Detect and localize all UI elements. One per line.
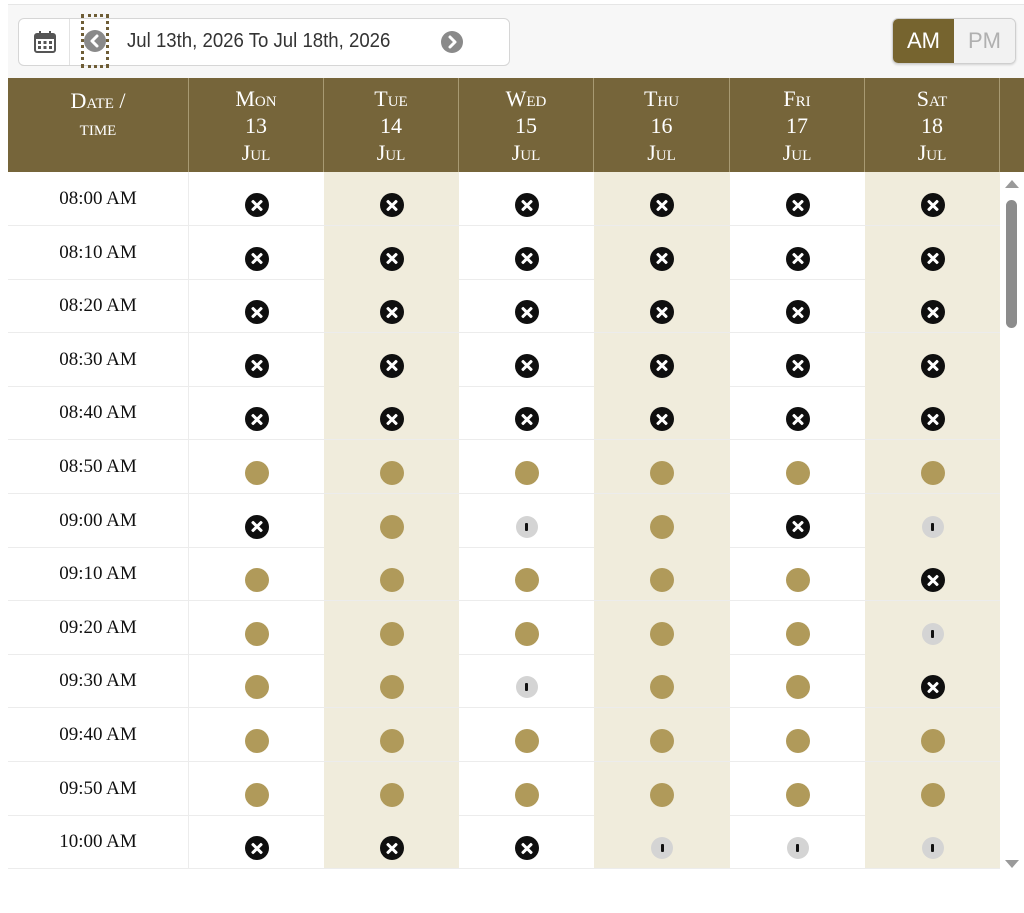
time-label: 08:00 AM [8, 172, 189, 226]
time-label: 09:20 AM [8, 601, 189, 655]
slot-cell [594, 386, 730, 440]
header-label-line1: Date / [70, 88, 126, 113]
slot-cell [594, 279, 730, 333]
slot-cell [189, 333, 324, 387]
available-slot-icon[interactable] [380, 783, 404, 807]
header-day: 15 [515, 113, 537, 138]
header-day: 16 [650, 113, 673, 138]
header-month: Jul [376, 140, 406, 165]
slot-cell [730, 333, 865, 387]
slot-cell [594, 226, 730, 280]
header-month: Jul [782, 140, 812, 165]
header-month: Jul [511, 140, 541, 165]
slot-cell[interactable] [865, 708, 1000, 762]
slot-cell[interactable] [865, 494, 1000, 548]
booked-x-circle-icon [245, 836, 269, 860]
available-slot-icon[interactable] [786, 729, 810, 753]
slot-cell [865, 547, 1000, 601]
available-slot-icon[interactable] [515, 568, 539, 592]
time-row [8, 815, 1000, 869]
available-slot-icon[interactable] [786, 622, 810, 646]
slot-cell[interactable] [459, 601, 594, 655]
time-label: 08:20 AM [8, 279, 189, 333]
booked-x-circle-icon [786, 300, 810, 324]
booked-x-circle-icon [786, 515, 810, 539]
vertical-scrollbar[interactable] [1002, 172, 1022, 876]
slot-cell[interactable] [594, 547, 730, 601]
slot-cell[interactable] [594, 440, 730, 494]
time-label: 08:40 AM [8, 386, 189, 440]
divider [69, 19, 70, 65]
slot-cell [459, 226, 594, 280]
header-day: 13 [245, 113, 267, 138]
prev-week-button[interactable] [81, 14, 109, 68]
header-day: 17 [786, 113, 808, 138]
slot-cell[interactable] [459, 547, 594, 601]
time-row [8, 386, 1000, 440]
booked-x-circle-icon [650, 407, 674, 431]
slot-cell[interactable] [324, 601, 459, 655]
slot-cell[interactable] [189, 708, 324, 762]
available-slot-icon[interactable] [380, 568, 404, 592]
available-slot-icon[interactable] [650, 461, 674, 485]
header-day-fri [730, 78, 865, 172]
time-label: 09:40 AM [8, 708, 189, 762]
slot-cell[interactable] [189, 440, 324, 494]
time-row [8, 494, 1000, 548]
slot-cell [324, 226, 459, 280]
booked-x-circle-icon [245, 300, 269, 324]
calendar-icon[interactable] [33, 30, 57, 54]
slot-cell[interactable] [730, 601, 865, 655]
slot-cell [730, 226, 865, 280]
booked-x-circle-icon [245, 193, 269, 217]
slot-cell[interactable] [459, 708, 594, 762]
booked-x-circle-icon [921, 407, 945, 431]
booked-x-circle-icon [515, 300, 539, 324]
booked-x-circle-icon [515, 836, 539, 860]
available-slot-icon[interactable] [245, 783, 269, 807]
booked-x-circle-icon [515, 247, 539, 271]
booked-x-circle-icon [921, 675, 945, 699]
available-slot-icon[interactable] [650, 515, 674, 539]
slot-cell[interactable] [324, 547, 459, 601]
available-slot-icon[interactable] [515, 622, 539, 646]
header-day: 18 [921, 113, 943, 138]
slot-cell[interactable] [865, 815, 1000, 869]
booked-x-circle-icon [650, 300, 674, 324]
time-label: 09:30 AM [8, 654, 189, 708]
slot-cell[interactable] [459, 494, 594, 548]
slot-cell[interactable] [324, 654, 459, 708]
date-range-label: Jul 13th, 2026 To Jul 18th, 2026 [127, 30, 391, 52]
slot-cell[interactable] [189, 762, 324, 816]
schedule-header [8, 78, 1024, 172]
slot-cell[interactable] [594, 708, 730, 762]
slot-cell[interactable] [730, 708, 865, 762]
slot-cell [189, 815, 324, 869]
available-slot-icon[interactable] [380, 622, 404, 646]
slot-cell [189, 172, 324, 226]
available-slot-icon[interactable] [650, 729, 674, 753]
available-slot-icon[interactable] [380, 461, 404, 485]
booked-x-circle-icon [245, 515, 269, 539]
available-slot-icon[interactable] [515, 729, 539, 753]
booked-x-circle-icon [515, 193, 539, 217]
time-label: 08:10 AM [8, 226, 189, 280]
slot-cell[interactable] [594, 654, 730, 708]
booked-x-circle-icon [786, 354, 810, 378]
time-row [8, 601, 1000, 655]
available-slot-icon[interactable] [786, 461, 810, 485]
booked-x-circle-icon [786, 193, 810, 217]
booked-x-circle-icon [380, 300, 404, 324]
available-slot-icon[interactable] [786, 568, 810, 592]
limited-slot-icon[interactable] [787, 837, 809, 859]
booked-x-circle-icon [786, 247, 810, 271]
slot-cell[interactable] [594, 494, 730, 548]
slot-cell [730, 279, 865, 333]
slot-cell [730, 386, 865, 440]
slot-cell [459, 333, 594, 387]
booked-x-circle-icon [650, 193, 674, 217]
limited-slot-icon[interactable] [922, 623, 944, 645]
time-row [8, 440, 1000, 494]
slot-cell [865, 333, 1000, 387]
booked-x-circle-icon [921, 300, 945, 324]
slot-cell [459, 279, 594, 333]
time-label: 09:10 AM [8, 547, 189, 601]
available-slot-icon[interactable] [245, 729, 269, 753]
booked-x-circle-icon [515, 354, 539, 378]
header-month: Jul [647, 140, 676, 165]
booked-x-circle-icon [786, 407, 810, 431]
time-label: 08:30 AM [8, 333, 189, 387]
header-day: 14 [380, 113, 402, 138]
slot-cell [459, 386, 594, 440]
header-month: Jul [241, 140, 271, 165]
booked-x-circle-icon [650, 247, 674, 271]
slot-cell[interactable] [594, 601, 730, 655]
slot-cell [865, 279, 1000, 333]
time-row [8, 333, 1000, 387]
slot-cell [324, 333, 459, 387]
slot-cell[interactable] [189, 547, 324, 601]
booked-x-circle-icon [380, 407, 404, 431]
booked-x-circle-icon [921, 247, 945, 271]
slot-cell [594, 333, 730, 387]
slot-cell[interactable] [324, 762, 459, 816]
booked-x-circle-icon [245, 407, 269, 431]
booked-x-circle-icon [650, 354, 674, 378]
scroll-thumb[interactable] [1006, 200, 1017, 328]
slot-cell[interactable] [459, 654, 594, 708]
slot-cell[interactable] [189, 601, 324, 655]
slot-cell[interactable] [730, 762, 865, 816]
available-slot-icon[interactable] [921, 461, 945, 485]
available-slot-icon[interactable] [245, 461, 269, 485]
available-slot-icon[interactable] [650, 622, 674, 646]
available-slot-icon[interactable] [921, 729, 945, 753]
slot-cell [865, 226, 1000, 280]
header-dow: Thu [643, 86, 680, 111]
header-day-tue [324, 78, 459, 172]
slot-cell[interactable] [730, 440, 865, 494]
slot-cell [324, 279, 459, 333]
slot-cell [865, 386, 1000, 440]
available-slot-icon[interactable] [380, 729, 404, 753]
booked-x-circle-icon [245, 247, 269, 271]
time-label: 08:50 AM [8, 440, 189, 494]
date-range-box [18, 18, 510, 66]
slot-cell [730, 494, 865, 548]
header-date-time [8, 78, 189, 172]
chevron-left-circle-icon [84, 30, 106, 52]
booked-x-circle-icon [921, 568, 945, 592]
available-slot-icon[interactable] [380, 675, 404, 699]
header-dow: Mon [235, 86, 277, 111]
time-label: 09:50 AM [8, 762, 189, 816]
header-label-line2: time [79, 115, 117, 140]
slot-cell [189, 494, 324, 548]
time-row [8, 226, 1000, 280]
limited-slot-icon[interactable] [516, 516, 538, 538]
time-label: 09:00 AM [8, 494, 189, 548]
slot-cell [324, 815, 459, 869]
time-row [8, 172, 1000, 226]
scroll-up-arrow-icon[interactable] [1005, 180, 1019, 188]
available-slot-icon[interactable] [380, 515, 404, 539]
booked-x-circle-icon [921, 354, 945, 378]
chevron-right-circle-icon[interactable] [441, 31, 463, 53]
slot-cell[interactable] [324, 494, 459, 548]
header-dow: Tue [374, 86, 408, 111]
header-month: Jul [917, 140, 947, 165]
booked-x-circle-icon [515, 407, 539, 431]
slot-cell [459, 815, 594, 869]
slot-cell[interactable] [459, 762, 594, 816]
available-slot-icon[interactable] [650, 783, 674, 807]
limited-slot-icon[interactable] [922, 516, 944, 538]
slot-cell[interactable] [459, 440, 594, 494]
header-day-thu [594, 78, 730, 172]
slot-cell[interactable] [324, 708, 459, 762]
time-row [8, 762, 1000, 816]
header-dow: Fri [783, 86, 811, 111]
available-slot-icon[interactable] [515, 783, 539, 807]
header-day-mon [189, 78, 324, 172]
scroll-down-arrow-icon[interactable] [1005, 860, 1019, 868]
time-row [8, 279, 1000, 333]
slot-cell [189, 226, 324, 280]
slot-cell[interactable] [730, 815, 865, 869]
slot-cell[interactable] [730, 654, 865, 708]
slot-cell[interactable] [594, 762, 730, 816]
available-slot-icon[interactable] [786, 675, 810, 699]
slot-cell [730, 172, 865, 226]
limited-slot-icon[interactable] [516, 676, 538, 698]
available-slot-icon[interactable] [245, 675, 269, 699]
header-day-sat [865, 78, 1000, 172]
slot-cell[interactable] [865, 601, 1000, 655]
slot-cell[interactable] [189, 654, 324, 708]
header-day-wed [459, 78, 594, 172]
slot-cell [865, 654, 1000, 708]
available-slot-icon[interactable] [650, 675, 674, 699]
slot-cell [459, 172, 594, 226]
booked-x-circle-icon [380, 354, 404, 378]
time-row [8, 547, 1000, 601]
slot-cell [189, 386, 324, 440]
slot-cell[interactable] [324, 440, 459, 494]
slot-cell [324, 172, 459, 226]
am-button[interactable]: AM [893, 19, 954, 63]
am-pm-toggle [892, 18, 1016, 64]
pm-button[interactable]: PM [954, 19, 1015, 63]
available-slot-icon[interactable] [921, 783, 945, 807]
slot-cell [865, 172, 1000, 226]
time-label: 10:00 AM [8, 815, 189, 869]
limited-slot-icon[interactable] [922, 837, 944, 859]
slot-cell[interactable] [865, 762, 1000, 816]
header-dow: Wed [505, 86, 547, 111]
header-dow: Sat [916, 86, 948, 111]
available-slot-icon[interactable] [245, 622, 269, 646]
available-slot-icon[interactable] [650, 568, 674, 592]
schedule-grid [8, 172, 1000, 876]
available-slot-icon[interactable] [245, 568, 269, 592]
limited-slot-icon[interactable] [651, 837, 673, 859]
booked-x-circle-icon [380, 836, 404, 860]
slot-cell [594, 172, 730, 226]
slot-cell [324, 386, 459, 440]
booked-x-circle-icon [380, 193, 404, 217]
toolbar [8, 4, 1024, 79]
time-row [8, 708, 1000, 762]
slot-cell[interactable] [865, 440, 1000, 494]
time-row [8, 654, 1000, 708]
slot-cell [189, 279, 324, 333]
available-slot-icon[interactable] [515, 461, 539, 485]
booked-x-circle-icon [380, 247, 404, 271]
booked-x-circle-icon [245, 354, 269, 378]
slot-cell[interactable] [730, 547, 865, 601]
available-slot-icon[interactable] [786, 783, 810, 807]
booked-x-circle-icon [921, 193, 945, 217]
slot-cell[interactable] [594, 815, 730, 869]
